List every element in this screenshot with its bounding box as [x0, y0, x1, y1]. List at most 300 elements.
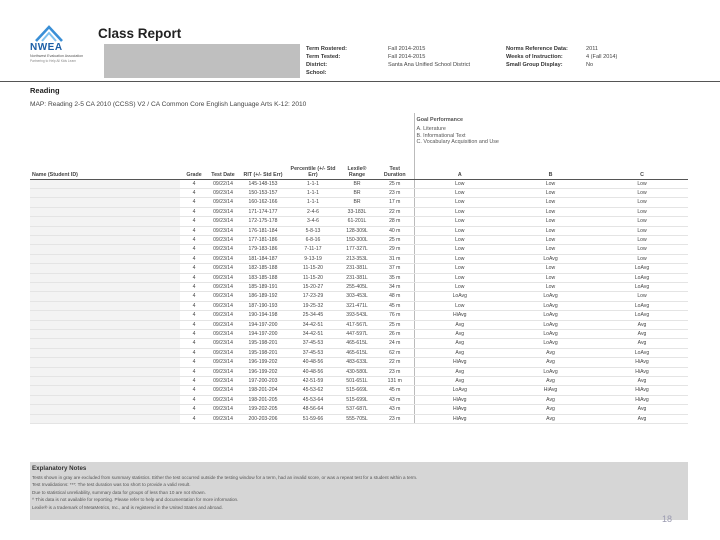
test-date-cell: 09/23/14 [208, 405, 238, 414]
test-date-cell: 09/23/14 [208, 217, 238, 226]
test-date-cell: 09/23/14 [208, 367, 238, 376]
col-header-duration: Test Duration [376, 157, 414, 179]
col-header-lexile: Lexile® Range [338, 157, 376, 179]
goal-a-cell: HiAvg [414, 395, 505, 404]
duration-cell: 37 m [376, 264, 414, 273]
term-tested-value: Fall 2014-2015 [388, 54, 426, 60]
lexile-cell: 447-597L [338, 330, 376, 339]
lexile-cell: 555-705L [338, 414, 376, 423]
logo-subtagline: Partnering to Help All Kids Learn [30, 59, 77, 63]
table-row [30, 367, 688, 376]
percentile-cell: 15-20-27 [288, 282, 338, 291]
goal-b-cell: Low [505, 235, 596, 244]
goal-c-cell: LoAvg [596, 264, 688, 273]
table-row [30, 264, 688, 273]
table-row [30, 198, 688, 207]
test-date-cell: 09/23/14 [208, 226, 238, 235]
grade-cell: 4 [180, 320, 208, 329]
goal-a-cell: Low [414, 254, 505, 263]
goal-a-cell: Avg [414, 367, 505, 376]
percentile-cell: 11-15-20 [288, 264, 338, 273]
page-number: 18 [662, 514, 673, 524]
table-row [30, 320, 688, 329]
percentile-cell: 11-15-20 [288, 273, 338, 282]
rit-cell: 194-197-200 [238, 330, 288, 339]
student-name-cell [30, 264, 180, 273]
goal-c-cell: Avg [596, 330, 688, 339]
grade-cell: 4 [180, 386, 208, 395]
test-date-cell: 09/23/14 [208, 264, 238, 273]
notes-title: Explanatory Notes [32, 465, 87, 472]
table-row [30, 377, 688, 386]
table-row [30, 395, 688, 404]
lexile-cell: 61-201L [338, 217, 376, 226]
norms-reference-label: Norms Reference Data: [506, 46, 568, 52]
rit-cell: 198-201-204 [238, 386, 288, 395]
student-name-cell [30, 235, 180, 244]
test-date-cell: 09/23/14 [208, 414, 238, 423]
table-row [30, 414, 688, 423]
student-name-cell [30, 207, 180, 216]
student-name-cell [30, 188, 180, 197]
notes-line: Lexile® is a trademark of MetaMetrics, Inc., and is registered in the United States and abroad. [32, 504, 223, 510]
test-date-cell: 09/23/14 [208, 330, 238, 339]
student-name-cell [30, 301, 180, 310]
rit-cell: 145-148-153 [238, 179, 288, 188]
duration-cell: 22 m [376, 207, 414, 216]
goal-a-cell: HiAvg [414, 414, 505, 423]
lexile-cell: 231-381L [338, 273, 376, 282]
student-name-cell [30, 198, 180, 207]
grade-cell: 4 [180, 217, 208, 226]
student-name-cell [30, 386, 180, 395]
logo-name: NWEA [30, 42, 63, 53]
percentile-cell: 34-42-51 [288, 320, 338, 329]
goal-a-cell: Low [414, 273, 505, 282]
percentile-cell: 1-1-1 [288, 198, 338, 207]
goal-item: C. Vocabulary Acquisition and Use [416, 139, 499, 146]
duration-cell: 25 m [376, 179, 414, 188]
duration-cell: 29 m [376, 245, 414, 254]
notes-line: Test Invalidations: ***: The test duration was too short to provide a valid result. [32, 482, 191, 488]
section-title: Reading [30, 86, 60, 95]
grade-cell: 4 [180, 358, 208, 367]
redacted-block [104, 44, 300, 78]
student-name-cell [30, 179, 180, 188]
test-date-cell: 09/23/14 [208, 339, 238, 348]
lexile-cell: BR [338, 198, 376, 207]
duration-cell: 76 m [376, 311, 414, 320]
rit-cell: 179-183-186 [238, 245, 288, 254]
percentile-cell: 45-53-64 [288, 395, 338, 404]
table-row [30, 301, 688, 310]
lexile-cell: 430-580L [338, 367, 376, 376]
rit-cell: 160-162-166 [238, 198, 288, 207]
goal-c-cell: LoAvg [596, 301, 688, 310]
goal-b-cell: LoAvg [505, 367, 596, 376]
duration-cell: 62 m [376, 348, 414, 357]
test-date-cell: 09/23/14 [208, 292, 238, 301]
test-date-cell: 09/22/14 [208, 179, 238, 188]
lexile-cell: 150-300L [338, 235, 376, 244]
test-date-cell: 09/23/14 [208, 348, 238, 357]
col-header-name: Name (Student ID) [30, 157, 180, 179]
lexile-cell: 465-615L [338, 348, 376, 357]
goal-c-cell: LoAvg [596, 273, 688, 282]
test-date-cell: 09/23/14 [208, 395, 238, 404]
goal-b-cell: LoAvg [505, 292, 596, 301]
goal-a-cell: Low [414, 179, 505, 188]
duration-cell: 22 m [376, 358, 414, 367]
duration-cell: 48 m [376, 292, 414, 301]
percentile-cell: 1-1-1 [288, 179, 338, 188]
class-report-table [30, 113, 688, 424]
table-row [30, 339, 688, 348]
goal-b-cell: HiAvg [505, 386, 596, 395]
grade-cell: 4 [180, 179, 208, 188]
goal-c-cell: LoAvg [596, 311, 688, 320]
col-header-goal-a: A [414, 157, 505, 179]
goal-b-cell: Low [505, 217, 596, 226]
weeks-instruction-label: Weeks of Instruction: [506, 54, 563, 60]
goal-b-cell: Avg [505, 414, 596, 423]
goal-b-cell: Avg [505, 358, 596, 367]
student-name-cell [30, 377, 180, 386]
goal-a-cell: Low [414, 282, 505, 291]
percentile-cell: 3-4-6 [288, 217, 338, 226]
test-date-cell: 09/23/14 [208, 188, 238, 197]
notes-line: Due to statistical unreliability, summary data for groups of less than 10 are not shown. [32, 489, 206, 495]
lexile-cell: 515-669L [338, 386, 376, 395]
student-name-cell [30, 320, 180, 329]
goal-a-cell: HiAvg [414, 358, 505, 367]
grade-cell: 4 [180, 395, 208, 404]
grade-cell: 4 [180, 348, 208, 357]
goal-b-cell: Low [505, 188, 596, 197]
grade-cell: 4 [180, 377, 208, 386]
grade-cell: 4 [180, 405, 208, 414]
goal-b-cell: Avg [505, 377, 596, 386]
grade-cell: 4 [180, 367, 208, 376]
grade-cell: 4 [180, 254, 208, 263]
duration-cell: 131 m [376, 377, 414, 386]
nwea-logo-icon [30, 24, 68, 42]
lexile-cell: 465-615L [338, 339, 376, 348]
goal-c-cell: LoAvg [596, 282, 688, 291]
goal-a-cell: LoAvg [414, 386, 505, 395]
rit-cell: 150-153-157 [238, 188, 288, 197]
subject-line: MAP: Reading 2-5 CA 2010 (CCSS) V2 / CA Common Core English Language Arts K-12: 2010 [30, 101, 307, 108]
test-date-cell: 09/23/14 [208, 254, 238, 263]
goal-c-cell: Low [596, 292, 688, 301]
lexile-cell: 515-699L [338, 395, 376, 404]
duration-cell: 31 m [376, 254, 414, 263]
goal-b-cell: Low [505, 179, 596, 188]
grade-cell: 4 [180, 282, 208, 291]
grade-cell: 4 [180, 311, 208, 320]
duration-cell: 24 m [376, 339, 414, 348]
goal-c-cell: Avg [596, 320, 688, 329]
student-name-cell [30, 358, 180, 367]
goal-a-cell: HiAvg [414, 311, 505, 320]
goal-a-cell: Low [414, 264, 505, 273]
goal-b-cell: Low [505, 207, 596, 216]
term-rostered-label: Term Rostered: [306, 46, 347, 52]
goal-a-cell: Low [414, 207, 505, 216]
goal-c-cell: Avg [596, 377, 688, 386]
grade-cell: 4 [180, 330, 208, 339]
goal-c-cell: HiAvg [596, 358, 688, 367]
goal-item: B. Informational Text [416, 132, 466, 139]
goal-item: A. Literature [416, 125, 446, 132]
percentile-cell: 2-4-6 [288, 207, 338, 216]
col-header-date: Test Date [208, 157, 238, 179]
rit-cell: 195-198-201 [238, 348, 288, 357]
col-header-percentile: Percentile (+/- Std Err) [288, 157, 338, 179]
test-date-cell: 09/23/14 [208, 320, 238, 329]
col-header-rit: RIT (+/- Std Err) [238, 157, 288, 179]
duration-cell: 25 m [376, 235, 414, 244]
goal-b-cell: Low [505, 264, 596, 273]
test-date-cell: 09/23/14 [208, 207, 238, 216]
goal-a-cell: Low [414, 301, 505, 310]
grade-cell: 4 [180, 414, 208, 423]
percentile-cell: 40-48-56 [288, 367, 338, 376]
percentile-cell: 37-45-53 [288, 348, 338, 357]
percentile-cell: 9-13-19 [288, 254, 338, 263]
rit-cell: 197-200-203 [238, 377, 288, 386]
duration-cell: 23 m [376, 367, 414, 376]
table-row [30, 386, 688, 395]
lexile-cell: 537-687L [338, 405, 376, 414]
table-row [30, 217, 688, 226]
report-body [30, 179, 688, 424]
goal-b-cell: Low [505, 226, 596, 235]
table-row [30, 273, 688, 282]
goal-c-cell: Low [596, 217, 688, 226]
duration-cell: 17 m [376, 198, 414, 207]
table-row [30, 311, 688, 320]
goal-b-cell: LoAvg [505, 339, 596, 348]
grade-cell: 4 [180, 273, 208, 282]
goal-c-cell: Low [596, 235, 688, 244]
goal-c-cell: Low [596, 207, 688, 216]
norms-reference-value: 2011 [586, 46, 599, 52]
weeks-instruction-value: 4 (Fall 2014) [586, 54, 618, 60]
small-group-value: No [586, 62, 594, 68]
rit-cell: 176-181-184 [238, 226, 288, 235]
student-name-cell [30, 254, 180, 263]
percentile-cell: 17-23-29 [288, 292, 338, 301]
goal-performance-title: Goal Performance [416, 117, 463, 123]
col-header-goal-c: C [596, 157, 688, 179]
table-row [30, 330, 688, 339]
grade-cell: 4 [180, 339, 208, 348]
percentile-cell: 51-59-66 [288, 414, 338, 423]
duration-cell: 28 m [376, 217, 414, 226]
term-rostered-value: Fall 2014-2015 [388, 46, 426, 52]
percentile-cell: 40-48-56 [288, 358, 338, 367]
goal-a-cell: Low [414, 198, 505, 207]
lexile-cell: 321-471L [338, 301, 376, 310]
goal-a-cell: Low [414, 217, 505, 226]
goal-a-cell: Low [414, 245, 505, 254]
nwea-logo [30, 24, 92, 64]
goal-c-cell: Avg [596, 339, 688, 348]
student-name-cell [30, 339, 180, 348]
student-name-cell [30, 217, 180, 226]
grade-cell: 4 [180, 198, 208, 207]
goal-b-cell: Low [505, 245, 596, 254]
table-row [30, 358, 688, 367]
percentile-cell: 37-45-53 [288, 339, 338, 348]
grade-cell: 4 [180, 235, 208, 244]
duration-cell: 45 m [376, 386, 414, 395]
duration-cell: 26 m [376, 330, 414, 339]
lexile-cell: 255-405L [338, 282, 376, 291]
test-date-cell: 09/23/14 [208, 235, 238, 244]
rit-cell: 183-185-188 [238, 273, 288, 282]
rit-cell: 196-199-202 [238, 358, 288, 367]
duration-cell: 45 m [376, 301, 414, 310]
goal-a-cell: Avg [414, 320, 505, 329]
lexile-cell: 128-309L [338, 226, 376, 235]
goal-b-cell: LoAvg [505, 254, 596, 263]
percentile-cell: 42-51-59 [288, 377, 338, 386]
lexile-cell: BR [338, 179, 376, 188]
rit-cell: 185-189-191 [238, 282, 288, 291]
lexile-cell: 213-353L [338, 254, 376, 263]
test-date-cell: 09/23/14 [208, 311, 238, 320]
grade-cell: 4 [180, 245, 208, 254]
student-name-cell [30, 405, 180, 414]
duration-cell: 35 m [376, 273, 414, 282]
rit-cell: 182-185-188 [238, 264, 288, 273]
term-tested-label: Term Tested: [306, 54, 341, 60]
goal-b-cell: Avg [505, 395, 596, 404]
rit-cell: 199-202-205 [238, 405, 288, 414]
table-row [30, 245, 688, 254]
table-row [30, 179, 688, 188]
percentile-cell: 34-42-51 [288, 330, 338, 339]
rit-cell: 198-201-205 [238, 395, 288, 404]
grade-cell: 4 [180, 292, 208, 301]
lexile-cell: 33-183L [338, 207, 376, 216]
lexile-cell: 177-327L [338, 245, 376, 254]
student-name-cell [30, 330, 180, 339]
lexile-cell: 501-651L [338, 377, 376, 386]
percentile-cell: 5-8-13 [288, 226, 338, 235]
goal-a-cell: Low [414, 235, 505, 244]
test-date-cell: 09/23/14 [208, 301, 238, 310]
student-name-cell [30, 273, 180, 282]
goal-c-cell: Low [596, 179, 688, 188]
student-name-cell [30, 311, 180, 320]
goal-c-cell: HiAvg [596, 386, 688, 395]
logo-tagline: Northwest Evaluation Association [30, 54, 84, 58]
test-date-cell: 09/23/14 [208, 198, 238, 207]
goal-c-cell: LoAvg [596, 348, 688, 357]
duration-cell: 23 m [376, 188, 414, 197]
col-header-goal-b: B [505, 157, 596, 179]
notes-line: ^ This data is not available for reporting. Please refer to help and documentation for more information. [32, 497, 239, 503]
goal-c-cell: Low [596, 245, 688, 254]
grade-cell: 4 [180, 264, 208, 273]
rit-cell: 186-189-192 [238, 292, 288, 301]
percentile-cell: 1-1-1 [288, 188, 338, 197]
test-date-cell: 09/23/14 [208, 358, 238, 367]
percentile-cell: 6-8-16 [288, 235, 338, 244]
table-row [30, 254, 688, 263]
district-label: District: [306, 62, 328, 68]
col-header-grade: Grade [180, 157, 208, 179]
rit-cell: 190-194-198 [238, 311, 288, 320]
duration-cell: 43 m [376, 405, 414, 414]
small-group-label: Small Group Display: [506, 62, 563, 68]
goal-c-cell: Low [596, 198, 688, 207]
rit-cell: 177-181-186 [238, 235, 288, 244]
goal-b-cell: Low [505, 198, 596, 207]
percentile-cell: 19-25-32 [288, 301, 338, 310]
rit-cell: 200-203-206 [238, 414, 288, 423]
duration-cell: 40 m [376, 226, 414, 235]
goal-b-cell: Low [505, 273, 596, 282]
percentile-cell: 7-11-17 [288, 245, 338, 254]
table-row [30, 282, 688, 291]
goal-b-cell: LoAvg [505, 320, 596, 329]
grade-cell: 4 [180, 188, 208, 197]
rit-cell: 171-174-177 [238, 207, 288, 216]
lexile-cell: 417-567L [338, 320, 376, 329]
goal-a-cell: Avg [414, 377, 505, 386]
rit-cell: 194-197-200 [238, 320, 288, 329]
duration-cell: 23 m [376, 414, 414, 423]
goal-b-cell: Low [505, 282, 596, 291]
rit-cell: 172-175-178 [238, 217, 288, 226]
goal-a-cell: Avg [414, 339, 505, 348]
lexile-cell: BR [338, 188, 376, 197]
student-name-cell [30, 367, 180, 376]
duration-cell: 43 m [376, 395, 414, 404]
lexile-cell: 393-543L [338, 311, 376, 320]
test-date-cell: 09/23/14 [208, 245, 238, 254]
goal-c-cell: Low [596, 226, 688, 235]
goal-a-cell: Low [414, 188, 505, 197]
rit-cell: 195-198-201 [238, 339, 288, 348]
goal-c-cell: Low [596, 254, 688, 263]
table-row [30, 207, 688, 216]
table-row [30, 235, 688, 244]
lexile-cell: 483-633L [338, 358, 376, 367]
goal-c-cell: HiAvg [596, 395, 688, 404]
student-name-cell [30, 414, 180, 423]
duration-cell: 34 m [376, 282, 414, 291]
test-date-cell: 09/23/14 [208, 273, 238, 282]
header-divider [0, 81, 720, 82]
percentile-cell: 45-53-62 [288, 386, 338, 395]
goal-a-cell: Avg [414, 348, 505, 357]
student-name-cell [30, 395, 180, 404]
student-name-cell [30, 348, 180, 357]
student-name-cell [30, 226, 180, 235]
table-row [30, 226, 688, 235]
school-label: School: [306, 70, 327, 76]
rit-cell: 187-190-193 [238, 301, 288, 310]
grade-cell: 4 [180, 226, 208, 235]
duration-cell: 25 m [376, 320, 414, 329]
goal-a-cell: Avg [414, 330, 505, 339]
goal-b-cell: Avg [505, 348, 596, 357]
